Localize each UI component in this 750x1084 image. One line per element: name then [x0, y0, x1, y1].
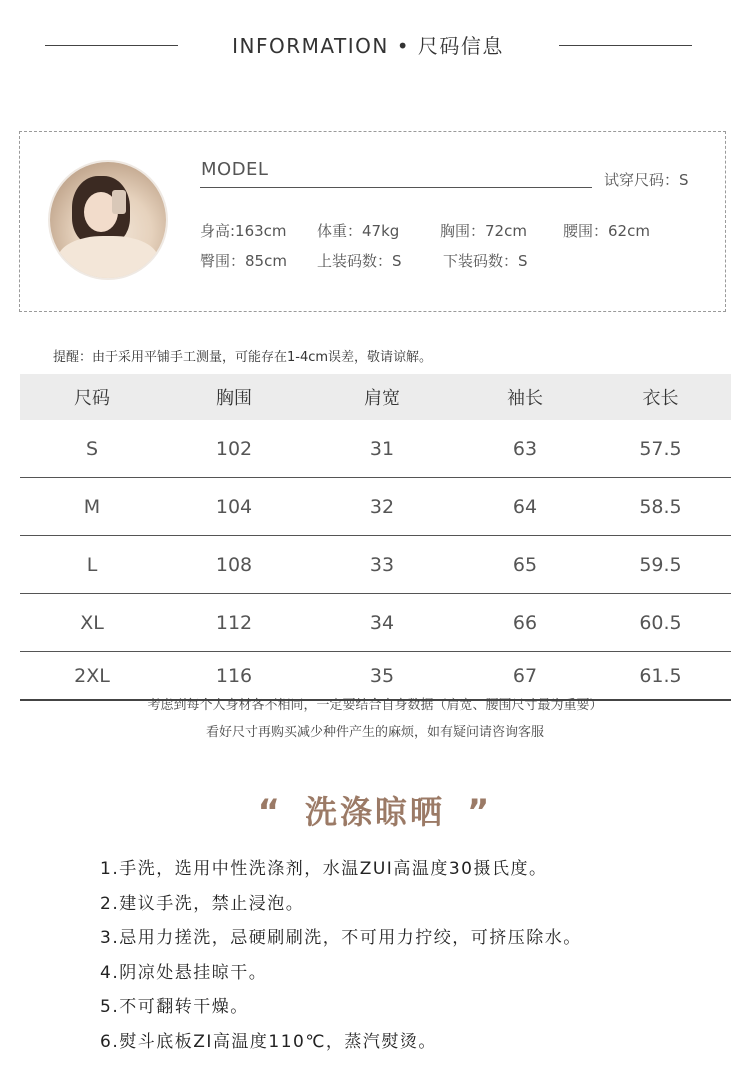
cell-bust: 102: [164, 420, 304, 478]
cell-length: 61.5: [590, 652, 731, 701]
list-item: 1.手洗，选用中性洗涤剂，水温ZUI高温度30摄氏度。: [100, 859, 548, 879]
cell-size: S: [20, 420, 164, 478]
model-stats-row-1: [200, 220, 650, 241]
list-item: 3.忌用力搓洗，忌硬刷刷洗，不可用力拧绞，可挤压除水。: [100, 928, 582, 948]
list-item: 6.熨斗底板ZI高温度110℃，蒸汽熨烫。: [100, 1031, 437, 1052]
cell-sleeve: 67: [460, 652, 590, 701]
header-divider-left: [45, 45, 178, 46]
size-table-header: [20, 374, 731, 420]
quote-close: ”: [467, 792, 493, 832]
model-hip: 臀围：85cm: [200, 252, 287, 270]
cell-shoulder: 33: [304, 536, 460, 594]
model-info-card: [19, 131, 726, 312]
model-bust: 胸围：72cm: [440, 222, 527, 240]
size-footnote-2: 看好尺寸再购买减少种件产生的麻烦，如有疑问请咨询客服: [205, 725, 544, 740]
cell-sleeve: 65: [460, 536, 590, 594]
cell-length: 59.5: [590, 536, 731, 594]
model-avatar: [50, 162, 166, 278]
fit-size: 试穿尺码：S: [604, 171, 689, 189]
cell-size: M: [20, 478, 164, 536]
size-table: [20, 374, 731, 701]
cell-shoulder: 34: [304, 594, 460, 652]
measurement-notice: 提醒：由于采用平铺手工测量，可能存在1-4cm误差，敬请谅解。: [53, 350, 433, 365]
col-bust: 胸围: [164, 374, 304, 420]
list-item: 4.阴凉处悬挂晾干。: [100, 962, 268, 983]
model-stats-row-2: [200, 250, 528, 271]
cell-sleeve: 63: [460, 420, 590, 478]
table-row: [20, 536, 731, 594]
cell-bust: 108: [164, 536, 304, 594]
avatar-shirt: [58, 236, 158, 278]
list-item: 2.建议手洗，禁止浸泡。: [100, 893, 305, 914]
col-size: 尺码: [20, 374, 164, 420]
table-row: [20, 420, 731, 478]
table-row: [20, 652, 731, 701]
cell-size: L: [20, 536, 164, 594]
wash-title-text: 洗涤晾晒: [304, 793, 445, 831]
cell-sleeve: 64: [460, 478, 590, 536]
model-bottom-size: 下装码数：S: [443, 252, 528, 270]
cell-bust: 112: [164, 594, 304, 652]
cell-shoulder: 31: [304, 420, 460, 478]
cell-size: XL: [20, 594, 164, 652]
model-height: 身高:163cm: [200, 222, 287, 240]
cell-shoulder: 35: [304, 652, 460, 701]
cell-length: 58.5: [590, 478, 731, 536]
table-row: [20, 594, 731, 652]
cell-size: 2XL: [20, 652, 164, 701]
wash-section-title: [0, 787, 750, 833]
avatar-phone: [112, 190, 126, 214]
cell-length: 57.5: [590, 420, 731, 478]
cell-length: 60.5: [590, 594, 731, 652]
section-header: [0, 28, 750, 64]
quote-open: “: [257, 792, 283, 832]
table-row: [20, 478, 731, 536]
col-sleeve: 袖长: [460, 374, 590, 420]
section-title: INFORMATION • 尺码信息: [232, 34, 504, 58]
model-weight: 体重：47kg: [317, 222, 400, 240]
wash-instructions: [100, 855, 582, 1062]
list-item: 5.不可翻转干燥。: [100, 997, 249, 1017]
model-top-size: 上装码数：S: [317, 252, 402, 270]
size-footnote-1: 考虑到每个人身材各不相同，一定要结合自身数据（肩宽、腰围尺寸最为重要）: [147, 698, 603, 713]
model-underline: [200, 187, 592, 188]
model-waist: 腰围：62cm: [563, 222, 650, 240]
cell-shoulder: 32: [304, 478, 460, 536]
model-label: MODEL: [201, 159, 269, 180]
cell-sleeve: 66: [460, 594, 590, 652]
cell-bust: 104: [164, 478, 304, 536]
col-shoulder: 肩宽: [304, 374, 460, 420]
cell-bust: 116: [164, 652, 304, 701]
header-divider-right: [559, 45, 692, 46]
col-length: 衣长: [590, 374, 731, 420]
